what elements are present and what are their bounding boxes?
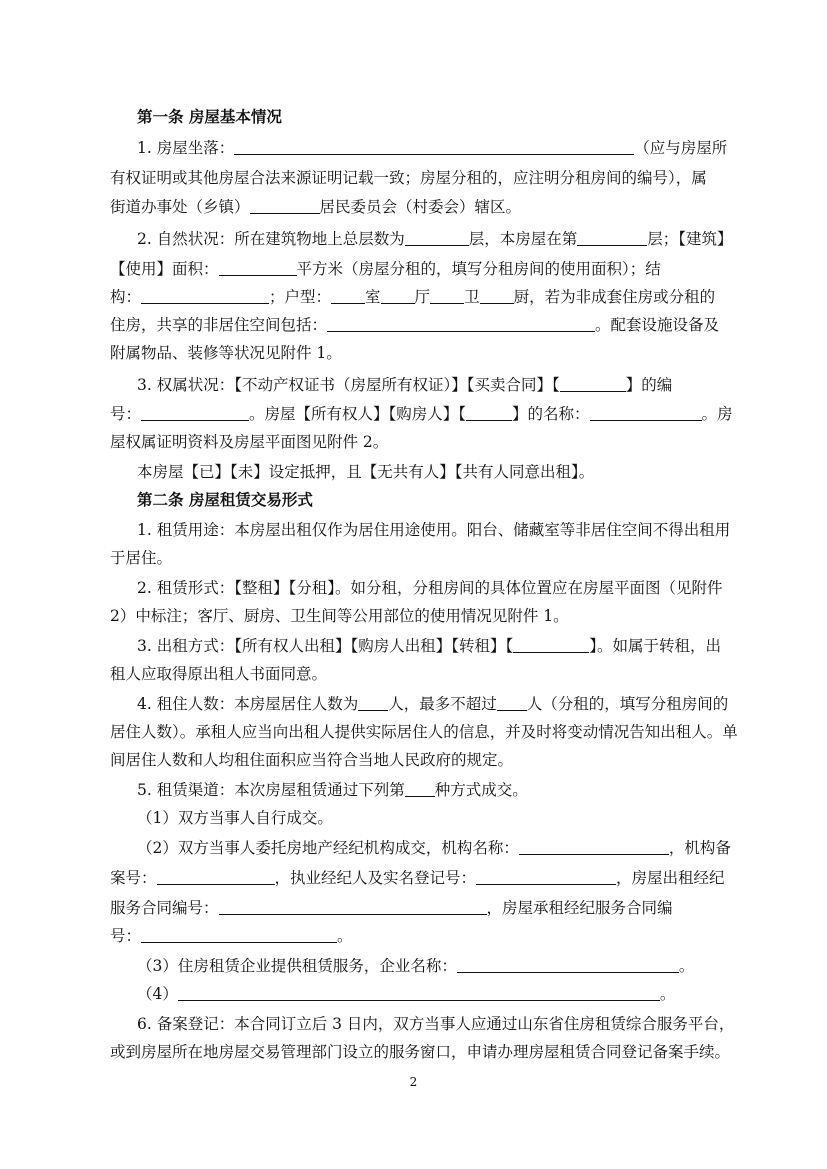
max-occupants-blank[interactable] bbox=[497, 694, 527, 711]
q4-line1: 4. 租住人数：本房屋居住人数为 人，最多不超过 人（分租的，填写分租房间的 bbox=[137, 695, 729, 713]
structure-blank[interactable] bbox=[141, 287, 269, 304]
p1-line2: 有权证明或其他房屋合法来源证明记载一致；房屋分租的，应注明分租房间的编号），属 bbox=[110, 169, 707, 187]
agency-name-blank[interactable] bbox=[519, 838, 669, 855]
page-number: 2 bbox=[409, 1075, 418, 1089]
lease-method-blank[interactable] bbox=[513, 636, 589, 653]
agency-filing-blank[interactable] bbox=[157, 868, 275, 885]
lessee-contract-number-blank[interactable] bbox=[141, 926, 337, 943]
article1-heading: 第一条 房屋基本情况 bbox=[137, 108, 282, 126]
baths-blank[interactable] bbox=[430, 287, 464, 304]
q5-option3: （3）住房租赁企业提供租赁服务，企业名称： 。 bbox=[137, 957, 695, 975]
p3-line1: 3. 权属状况：【不动产权证书（房屋所有权证）】【买卖合同】【 】的编 bbox=[137, 376, 673, 394]
q5-option4: （4） 。 bbox=[137, 985, 676, 1003]
q4-line2: 居住人数）。承租人应当向出租人提供实际居住人的信息，并及时将变动情况告知出租人。单 bbox=[110, 723, 738, 741]
q3-line1: 3. 出租方式：【所有权人出租】【购房人出租】【转租】【 】。如属于转租，出 bbox=[137, 637, 721, 655]
kitchens-blank[interactable] bbox=[480, 287, 514, 304]
p1-line3: 街道办事处（乡镇） 居民委员会（村委会）辖区。 bbox=[110, 198, 522, 216]
floor-blank[interactable] bbox=[577, 229, 647, 246]
q5-option2-line3: 服务合同编号： ，房屋承租经纪服务合同编 bbox=[110, 899, 673, 917]
q4-line3: 间居住人数和人均租住面积应当符合当地人民政府的规定。 bbox=[110, 751, 514, 769]
p2-line3: 构： ；户型： 室 厅 卫 厨，若为非成套住房或分租的 bbox=[110, 288, 716, 306]
q3-line2: 租人应取得原出租人书面同意。 bbox=[110, 665, 328, 683]
certificate-number-blank[interactable] bbox=[141, 404, 249, 421]
area-blank[interactable] bbox=[219, 259, 297, 276]
p4-line1: 本房屋【已】【未】设定抵押，且【无共有人】【共有人同意出租】。 bbox=[137, 463, 595, 481]
halls-blank[interactable] bbox=[381, 287, 415, 304]
location-blank[interactable] bbox=[234, 138, 634, 155]
article2-heading: 第二条 房屋租赁交易形式 bbox=[137, 491, 313, 509]
q6-line1: 6. 备案登记：本合同订立后 3 日内，双方当事人应通过山东省住房租赁综合服务平台， bbox=[137, 1015, 735, 1033]
p3-line3: 屋权属证明资料及房屋平面图见附件 2。 bbox=[110, 433, 389, 451]
p2-line2: 【使用】面积： 平方米（房屋分租的，填写分租房间的使用面积）；结 bbox=[110, 260, 661, 278]
q2-line2: 2）中标注；客厅、厨房、卫生间等公用部位的使用情况见附件 1。 bbox=[110, 607, 569, 625]
owner-name-blank[interactable] bbox=[590, 404, 702, 421]
q5-line1: 5. 租赁渠道：本次房屋租赁通过下列第 种方式成交。 bbox=[137, 781, 528, 799]
certificate-type-blank[interactable] bbox=[560, 375, 626, 392]
owner-type-blank[interactable] bbox=[466, 404, 512, 421]
occupants-blank[interactable] bbox=[358, 694, 388, 711]
q5-option1: （1）双方当事人自行成交。 bbox=[137, 809, 333, 827]
channel-number-blank[interactable] bbox=[405, 780, 435, 797]
q5-option2-line1: （2）双方当事人委托房地产经纪机构成交，机构名称： ，机构备 bbox=[137, 839, 731, 857]
other-channel-blank[interactable] bbox=[178, 984, 660, 1001]
p2-line1: 2. 自然状况：所在建筑物地上总层数为 层，本房屋在第 层；【建筑】 bbox=[137, 230, 733, 248]
subdistrict-blank[interactable] bbox=[250, 197, 320, 214]
agent-registration-blank[interactable] bbox=[476, 868, 616, 885]
q5-option2-line2: 案号： ，执业经纪人及实名登记号： ，房屋出租经纪 bbox=[110, 869, 725, 887]
lessor-contract-number-blank[interactable] bbox=[219, 898, 487, 915]
p1-line1: 1. 房屋坐落： （应与房屋所 bbox=[137, 139, 728, 157]
shared-space-blank[interactable] bbox=[327, 315, 595, 332]
q1-line2: 于居住。 bbox=[110, 549, 173, 567]
q1-line1: 1. 租赁用途：本房屋出租仅作为居住用途使用。阳台、储藏室等非居住空间不得出租用 bbox=[137, 521, 731, 539]
q6-line2: 或到房屋所在地房屋交易管理部门设立的服务窗口，申请办理房屋租赁合同登记备案手续。 bbox=[110, 1043, 731, 1061]
p2-line5: 附属物品、装修等状况见附件 1。 bbox=[110, 344, 342, 362]
rooms-blank[interactable] bbox=[331, 287, 365, 304]
total-floors-blank[interactable] bbox=[405, 229, 469, 246]
q2-line1: 2. 租赁形式：【整租】【分租】。如分租，分租房间的具体位置应在房屋平面图（见附件 bbox=[137, 579, 723, 597]
p2-line4: 住房，共享的非居住空间包括： 。配套设施设备及 bbox=[110, 316, 720, 334]
enterprise-name-blank[interactable] bbox=[457, 956, 679, 973]
p3-line2: 号： 。房屋【所有权人】【购房人】【 】的名称： 。房 bbox=[110, 405, 733, 423]
q5-option2-line4: 号： 。 bbox=[110, 927, 353, 945]
